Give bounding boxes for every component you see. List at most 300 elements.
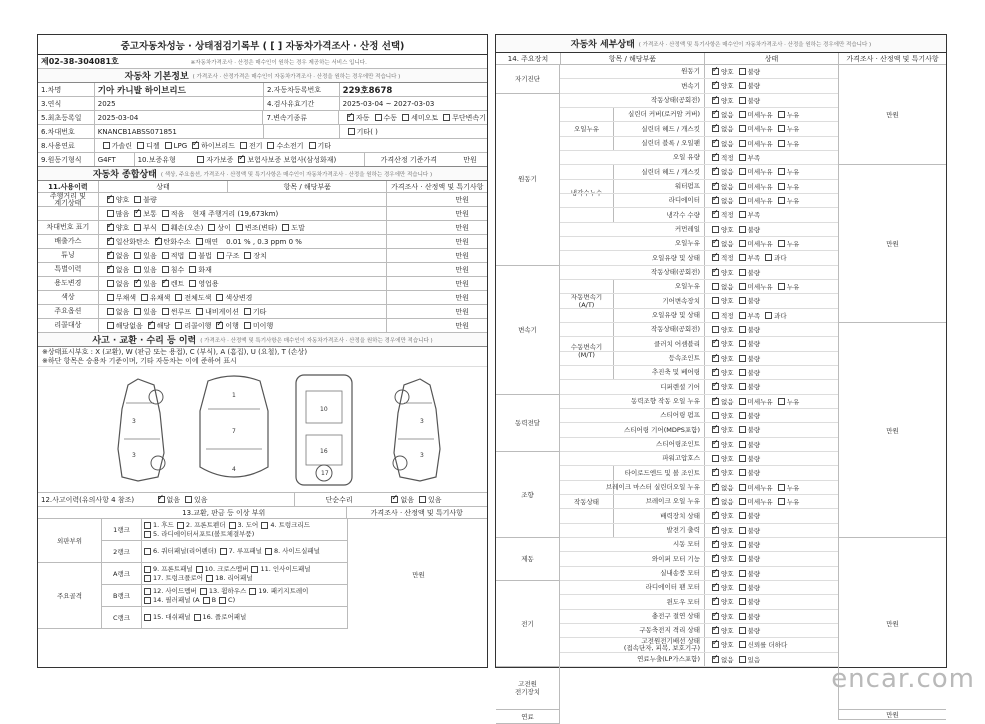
price-basis-label: 가격산정 기준가격 [364, 153, 454, 166]
summary-option-checkbox-3[interactable] [189, 280, 196, 287]
summary-option-checkbox-3[interactable] [216, 322, 223, 329]
detail-option-checkbox-1[interactable] [739, 240, 746, 247]
summary-option-checkbox-2[interactable] [162, 252, 169, 259]
summary-row-price: 만원 [386, 221, 487, 234]
detail-option-checkbox-1[interactable] [739, 283, 746, 290]
summary-option-checkbox-1[interactable] [134, 224, 141, 231]
device-subgroup-label: 냉각수누수 [560, 165, 614, 222]
summary-subtitle: ( 색상, 주요옵션, 가격조사 · 산정액 및 특기사항은 매수인이 자동차가격조사 · 산정을 원하는 경우에만 적습니다 ) [160, 171, 433, 178]
detail-item-name: 파워고압호스 [662, 454, 700, 463]
summary-option-label-1: 있음 [143, 307, 157, 316]
summary-row-options [98, 263, 387, 276]
summary-option-checkbox-1[interactable] [141, 294, 148, 301]
detail-option-label-2: 누유 [786, 283, 800, 292]
detail-option-label-1: 미세누유 [747, 111, 773, 120]
summary-option-checkbox-2[interactable] [162, 210, 169, 217]
detail-row [560, 108, 838, 122]
detail-option-label-0: 양호 [721, 584, 734, 593]
rank-item-checkbox[interactable] [177, 522, 184, 529]
detail-option-checkbox-1[interactable] [739, 627, 746, 634]
detail-item-name: 실린더 헤드 / 개스킷 [641, 167, 700, 176]
detail-option-checkbox-0[interactable] [712, 211, 719, 218]
summary-row-options [98, 207, 387, 220]
detail-option-checkbox-0[interactable] [712, 254, 719, 261]
detail-option-checkbox-1[interactable] [739, 570, 746, 577]
rank-item-checkbox[interactable] [144, 575, 151, 582]
detail-option-label-1: 불량 [747, 268, 761, 277]
detail-option-checkbox-1[interactable] [739, 226, 746, 233]
accident-q12-options-checkbox-0[interactable] [158, 496, 165, 503]
accident-header [38, 333, 487, 347]
detail-option-label-0: 양호 [721, 297, 734, 306]
detail-option-checkbox-1[interactable] [739, 326, 746, 333]
warranty-options-label-0: 자가보증 [206, 155, 234, 164]
rank-item-checkbox[interactable] [261, 522, 268, 529]
detail-item-status [704, 251, 838, 264]
detail-option-label-0: 양호 [721, 440, 734, 449]
detail-option-checkbox-1[interactable] [739, 527, 746, 534]
encar-watermark: encar.com [831, 664, 975, 694]
detail-option-checkbox-2[interactable] [778, 498, 785, 505]
detail-item-name: 변속기 [681, 81, 700, 90]
detail-option-label-1: 불량 [747, 584, 761, 593]
detail-option-checkbox-0[interactable] [712, 369, 719, 376]
detail-option-checkbox-2[interactable] [778, 484, 785, 491]
detail-option-checkbox-1[interactable] [739, 254, 746, 261]
summary-option-label-2: 훼손(오손) [170, 223, 204, 232]
detail-option-checkbox-1[interactable] [739, 140, 746, 147]
summary-option-checkbox-1[interactable] [134, 196, 141, 203]
trans-options-checkbox-2[interactable] [402, 114, 409, 121]
trans-options-checkbox-1[interactable] [375, 114, 382, 121]
rank-item-label: 5. 라디에이터서포트(볼트체결부품) [153, 529, 255, 538]
detail-option-checkbox-1[interactable] [739, 312, 746, 319]
detail-option-label-0: 적정 [721, 254, 734, 263]
summary-option-label-2: 썬루프 [170, 307, 192, 316]
detail-option-checkbox-0[interactable] [712, 469, 719, 476]
detail-option-checkbox-1[interactable] [739, 183, 746, 190]
detail-option-checkbox-0[interactable] [712, 555, 719, 562]
detail-option-checkbox-1[interactable] [739, 584, 746, 591]
rank-item-checkbox[interactable] [144, 531, 151, 538]
detail-option-checkbox-2[interactable] [778, 168, 785, 175]
summary-option-checkbox-0[interactable] [107, 196, 114, 203]
detail-option-checkbox-1[interactable] [739, 469, 746, 476]
detail-item-name: 라디에이터 [668, 196, 700, 205]
summary-option-checkbox-1[interactable] [134, 252, 141, 259]
summary-option-checkbox-0[interactable] [107, 294, 114, 301]
detail-item-status [704, 294, 838, 307]
summary-option-checkbox-3[interactable] [189, 252, 196, 259]
detail-option-checkbox-1[interactable] [739, 111, 746, 118]
detail-option-checkbox-0[interactable] [712, 484, 719, 491]
detail-option-checkbox-0[interactable] [712, 584, 719, 591]
detail-option-checkbox-1[interactable] [739, 211, 746, 218]
summary-row-price: 만원 [386, 263, 487, 276]
detail-option-checkbox-0[interactable] [712, 340, 719, 347]
detail-option-label-0: 양호 [721, 326, 734, 335]
detail-option-checkbox-1[interactable] [739, 598, 746, 605]
q13-head-spacer [38, 507, 102, 518]
summary-row [38, 207, 487, 221]
rank-item-checkbox[interactable] [219, 597, 226, 604]
detail-item-name: 작동상태(공회전) [650, 268, 700, 277]
detail-option-checkbox-1[interactable] [739, 498, 746, 505]
summary-option-label-5: 도말 [291, 223, 305, 232]
detail-option-checkbox-2[interactable] [778, 183, 785, 190]
summary-option-checkbox-3[interactable] [216, 294, 223, 301]
summary-row-price: 만원 [386, 305, 487, 318]
detail-option-checkbox-0[interactable] [712, 168, 719, 175]
detail-item-status [704, 538, 838, 551]
rank-item-label: 9. 프론트패널 [153, 564, 193, 573]
summary-option-checkbox-2[interactable] [162, 224, 169, 231]
accident-q12-options-checkbox-1[interactable] [185, 496, 192, 503]
detail-option-checkbox-0[interactable] [712, 383, 719, 390]
summary-option-label-0: 많음 [115, 209, 130, 218]
detail-option-label-0: 양호 [721, 541, 734, 550]
summary-row-price: 만원 [386, 207, 487, 220]
detail-option-label-1: 불량 [747, 297, 761, 306]
summary-option-checkbox-0[interactable] [107, 224, 114, 231]
detail-item-name: 발전기 출력 [666, 526, 700, 535]
detail-option-checkbox-0[interactable] [712, 82, 719, 89]
rank-item-checkbox[interactable] [194, 614, 201, 621]
summary-option-label-3: 영업용 [198, 279, 219, 288]
detail-option-checkbox-0[interactable] [712, 312, 719, 319]
summary-option-checkbox-3[interactable] [189, 266, 196, 273]
detail-option-checkbox-0[interactable] [712, 226, 719, 233]
detail-option-checkbox-0[interactable] [712, 125, 719, 132]
rank-item-checkbox[interactable] [144, 597, 151, 604]
rank-item-checkbox[interactable] [265, 548, 272, 555]
fuel-options-checkbox-5[interactable] [267, 142, 274, 149]
accident-q12-options-label-0: 없음 [166, 495, 181, 504]
detail-option-checkbox-2[interactable] [778, 240, 785, 247]
detail-row [560, 165, 838, 179]
summary-option-checkbox-2[interactable] [175, 322, 182, 329]
summary-option-checkbox-0[interactable] [107, 238, 114, 245]
rank-item-checkbox[interactable] [144, 566, 151, 573]
summary-row-name: 용도변경 [54, 279, 82, 287]
rank-item-checkbox[interactable] [144, 588, 151, 595]
summary-row [38, 277, 487, 291]
warranty-options-label-1: 보험사보증 보험사(삼성화재) [247, 155, 337, 164]
summary-option-label-3: 상이 [217, 223, 231, 232]
detail-option-checkbox-1[interactable] [739, 197, 746, 204]
left-side-car-icon [78, 373, 190, 485]
summary-option-checkbox-2[interactable] [162, 280, 169, 287]
detail-option-checkbox-0[interactable] [712, 441, 719, 448]
detail-option-checkbox-2[interactable] [778, 283, 785, 290]
summary-option-label-3: 화재 [198, 265, 212, 274]
detail-option-checkbox-1[interactable] [739, 68, 746, 75]
detail-option-checkbox-0[interactable] [712, 326, 719, 333]
fuel-options-checkbox-6[interactable] [309, 142, 316, 149]
detail-row [560, 180, 838, 194]
summary-option-checkbox-5[interactable] [244, 252, 251, 259]
detail-option-checkbox-0[interactable] [712, 426, 719, 433]
summary-row [38, 249, 487, 263]
detail-option-checkbox-1[interactable] [739, 641, 746, 648]
basic-info-header [38, 69, 487, 83]
summary-head-row [38, 181, 487, 193]
detail-option-checkbox-1[interactable] [739, 297, 746, 304]
detail-option-checkbox-0[interactable] [712, 269, 719, 276]
simple-repair-options-label-1: 있음 [427, 495, 442, 504]
detail-option-checkbox-2[interactable] [778, 125, 785, 132]
trans-other-checkbox[interactable] [348, 128, 355, 135]
detail-option-label-1: 불량 [747, 627, 761, 636]
device-group-label: 연료 [496, 710, 560, 724]
rank-item-checkbox[interactable] [251, 566, 258, 573]
detail-option-checkbox-0[interactable] [712, 111, 719, 118]
detail-row [560, 79, 838, 93]
summary-option-checkbox-4[interactable] [236, 224, 243, 231]
summary-option-checkbox-0[interactable] [107, 322, 114, 329]
rank-item [200, 587, 247, 596]
summary-option-label-5: 장치 [253, 251, 267, 260]
basic-info-subtitle: ( 가격조사 · 산정가격은 매수인이 자동차가격조사 · 산정을 원하는 경우에만 적습니다 ) [192, 73, 401, 80]
summary-rows [38, 193, 487, 333]
detail-option-checkbox-0[interactable] [712, 455, 719, 462]
detail-option-checkbox-1[interactable] [739, 455, 746, 462]
detail-item-status [704, 280, 838, 293]
detail-option-checkbox-1[interactable] [739, 541, 746, 548]
detail-option-checkbox-2[interactable] [765, 312, 772, 319]
fuel-options-checkbox-3[interactable] [192, 142, 199, 149]
summary-option-label-2: 리콜이행 [184, 321, 212, 330]
summary-option-checkbox-0[interactable] [107, 252, 114, 259]
summary-row-price: 만원 [386, 235, 487, 248]
detail-option-label-0: 없음 [721, 182, 734, 191]
detail-item-name: 원동기 [681, 67, 700, 76]
detail-option-label-1: 불량 [747, 526, 761, 535]
detail-option-checkbox-1[interactable] [739, 383, 746, 390]
summary-option-checkbox-0[interactable] [107, 210, 114, 217]
detail-option-label-0: 양호 [721, 455, 734, 464]
detail-row [560, 509, 838, 523]
fuel-options-checkbox-1[interactable] [137, 142, 144, 149]
basic-row-6 [38, 153, 487, 167]
detail-option-label-1: 불량 [747, 469, 761, 478]
inspect-value: 2025-03-04 ~ 2027-03-03 [339, 97, 487, 110]
rank-item-checkbox[interactable] [196, 566, 203, 573]
summary-option-checkbox-1[interactable] [134, 210, 141, 217]
detail-option-checkbox-1[interactable] [739, 82, 746, 89]
rank-item-checkbox[interactable] [220, 548, 227, 555]
summary-option-checkbox-0[interactable] [107, 308, 114, 315]
summary-option-checkbox-5[interactable] [282, 224, 289, 231]
detail-option-label-0: 없음 [721, 168, 734, 177]
detail-option-checkbox-0[interactable] [712, 140, 719, 147]
warranty-options-checkbox-0[interactable] [197, 156, 204, 163]
rank-item-checkbox[interactable] [206, 575, 213, 582]
warranty-options-checkbox-1[interactable] [238, 156, 245, 163]
rank-item-checkbox[interactable] [144, 522, 151, 529]
summary-option-checkbox-1[interactable] [148, 322, 155, 329]
detail-option-checkbox-1[interactable] [739, 369, 746, 376]
summary-head-use: 11.사용이력 [48, 182, 88, 191]
summary-option-checkbox-2[interactable] [162, 266, 169, 273]
detail-option-checkbox-2[interactable] [778, 111, 785, 118]
rank-item [144, 613, 191, 622]
detail-option-checkbox-0[interactable] [712, 570, 719, 577]
detail-option-label-0: 없음 [721, 139, 734, 148]
summary-option-checkbox-4[interactable] [244, 322, 251, 329]
detail-option-checkbox-0[interactable] [712, 398, 719, 405]
detail-option-checkbox-1[interactable] [739, 154, 746, 161]
rank-item-checkbox[interactable] [249, 588, 256, 595]
trans-options-checkbox-0[interactable] [347, 114, 354, 121]
detail-option-label-1: 미세누유 [747, 139, 773, 148]
detail-option-checkbox-1[interactable] [739, 125, 746, 132]
trans-options-checkbox-3[interactable] [443, 114, 450, 121]
summary-option-checkbox-1[interactable] [134, 280, 141, 287]
detail-option-label-0: 양호 [721, 82, 734, 91]
detail-option-label-2: 누유 [786, 397, 800, 406]
summary-option-checkbox-2[interactable] [196, 238, 203, 245]
rank-item [249, 587, 308, 596]
detail-option-checkbox-1[interactable] [739, 426, 746, 433]
detail-head-row [496, 53, 946, 65]
basic-row-4 [38, 125, 487, 139]
simple-repair-options-checkbox-1[interactable] [419, 496, 426, 503]
detail-option-checkbox-1[interactable] [739, 512, 746, 519]
fuel-options-checkbox-2[interactable] [165, 142, 172, 149]
simple-repair-options-checkbox-0[interactable] [391, 496, 398, 503]
summary-option-checkbox-3[interactable] [208, 224, 215, 231]
detail-option-label-1: 불량 [747, 412, 761, 421]
detail-option-checkbox-1[interactable] [739, 656, 746, 663]
detail-option-checkbox-0[interactable] [712, 541, 719, 548]
detail-option-label-2: 누유 [786, 111, 800, 120]
main-frame-label: 주요골격 [38, 563, 102, 629]
detail-option-checkbox-1[interactable] [739, 168, 746, 175]
svg-text:3: 3 [132, 452, 136, 459]
rank-item [144, 565, 193, 574]
rank-item-label: 6. 쿼터패널(리어펜더) [153, 547, 217, 555]
detail-option-checkbox-0[interactable] [712, 527, 719, 534]
detail-row [560, 65, 838, 79]
rank-item-checkbox[interactable] [203, 597, 210, 604]
detail-option-checkbox-0[interactable] [712, 183, 719, 190]
fuel-options-label-0: 가솔린 [111, 141, 133, 150]
detail-option-label-1: 신뢰를 더하다 [747, 641, 788, 650]
detail-option-checkbox-0[interactable] [712, 627, 719, 634]
summary-option-label-2: 렌트 [170, 279, 185, 288]
detail-option-checkbox-0[interactable] [712, 355, 719, 362]
rank-item-checkbox[interactable] [229, 522, 236, 529]
accident-q12-row [38, 493, 487, 507]
top-view-car-icon [188, 371, 280, 487]
inspect-label: 4.검사유효기간 [263, 97, 339, 110]
rank-item-checkbox[interactable] [144, 548, 151, 555]
summary-option-checkbox-1[interactable] [134, 308, 141, 315]
detail-item-status [704, 94, 838, 107]
detail-item-status [704, 409, 838, 422]
rank-item-label: C) [228, 595, 236, 604]
rank-item-checkbox[interactable] [200, 588, 207, 595]
summary-option-checkbox-4[interactable] [244, 308, 251, 315]
trans-options [338, 111, 487, 124]
detail-item-name: 추진축 및 베어링 [651, 368, 700, 377]
summary-row-options [98, 277, 387, 290]
fuel-options-checkbox-4[interactable] [240, 142, 247, 149]
summary-row [38, 193, 487, 207]
detail-option-checkbox-0[interactable] [712, 598, 719, 605]
summary-option-checkbox-1[interactable] [134, 266, 141, 273]
detail-option-checkbox-2[interactable] [765, 254, 772, 261]
detail-option-checkbox-0[interactable] [712, 641, 719, 648]
summary-option-checkbox-3[interactable] [196, 308, 203, 315]
summary-option-checkbox-1[interactable] [155, 238, 162, 245]
detail-option-checkbox-1[interactable] [739, 555, 746, 562]
detail-option-checkbox-0[interactable] [712, 498, 719, 505]
detail-option-label-1: 불량 [747, 68, 761, 77]
detail-option-checkbox-1[interactable] [739, 613, 746, 620]
detail-option-checkbox-0[interactable] [712, 297, 719, 304]
detail-option-checkbox-0[interactable] [712, 97, 719, 104]
detail-option-checkbox-1[interactable] [739, 412, 746, 419]
detail-option-checkbox-1[interactable] [739, 97, 746, 104]
detail-option-checkbox-0[interactable] [712, 197, 719, 204]
detail-option-checkbox-0[interactable] [712, 512, 719, 519]
detail-option-checkbox-1[interactable] [739, 484, 746, 491]
summary-option-label-1: 있음 [143, 265, 157, 274]
detail-option-checkbox-0[interactable] [712, 68, 719, 75]
detail-option-checkbox-0[interactable] [712, 240, 719, 247]
detail-option-checkbox-2[interactable] [778, 398, 785, 405]
summary-option-checkbox-0[interactable] [107, 280, 114, 287]
detail-row [560, 194, 838, 208]
detail-option-checkbox-0[interactable] [712, 283, 719, 290]
summary-head-price: 가격조사 · 산정액 및 특기사항 [386, 181, 487, 192]
device-subgroup-label: 작동상태 [560, 466, 614, 538]
detail-option-label-1: 불량 [747, 383, 761, 392]
detail-item-status [704, 108, 838, 121]
detail-option-checkbox-2[interactable] [778, 140, 785, 147]
summary-option-label-1: 유채색 [150, 293, 171, 302]
detail-option-checkbox-0[interactable] [712, 412, 719, 419]
detail-option-checkbox-1[interactable] [739, 269, 746, 276]
detail-option-checkbox-1[interactable] [739, 441, 746, 448]
detail-option-checkbox-1[interactable] [739, 398, 746, 405]
detail-option-checkbox-0[interactable] [712, 656, 719, 663]
detail-option-checkbox-0[interactable] [712, 613, 719, 620]
detail-row [560, 595, 838, 609]
summary-option-checkbox-0[interactable] [107, 266, 114, 273]
fuel-options [94, 139, 487, 152]
detail-option-checkbox-0[interactable] [712, 154, 719, 161]
fuel-options-label-1: 디젤 [146, 141, 160, 150]
rank-item [144, 547, 217, 556]
detail-option-label-1: 불량 [747, 225, 761, 234]
detail-option-checkbox-1[interactable] [739, 340, 746, 347]
rank-item-checkbox[interactable] [144, 614, 151, 621]
detail-option-checkbox-2[interactable] [778, 197, 785, 204]
detail-option-checkbox-1[interactable] [739, 355, 746, 362]
rank-item [220, 547, 262, 556]
rank-item-label: 1. 후드 [153, 520, 174, 529]
summary-option-checkbox-2[interactable] [175, 294, 182, 301]
fuel-options-checkbox-0[interactable] [103, 142, 110, 149]
doc-number-row [38, 55, 487, 69]
summary-option-checkbox-4[interactable] [217, 252, 224, 259]
summary-option-checkbox-2[interactable] [162, 308, 169, 315]
summary-option-label-3: 내비게이션 [205, 307, 239, 316]
detail-item-status [704, 466, 838, 479]
